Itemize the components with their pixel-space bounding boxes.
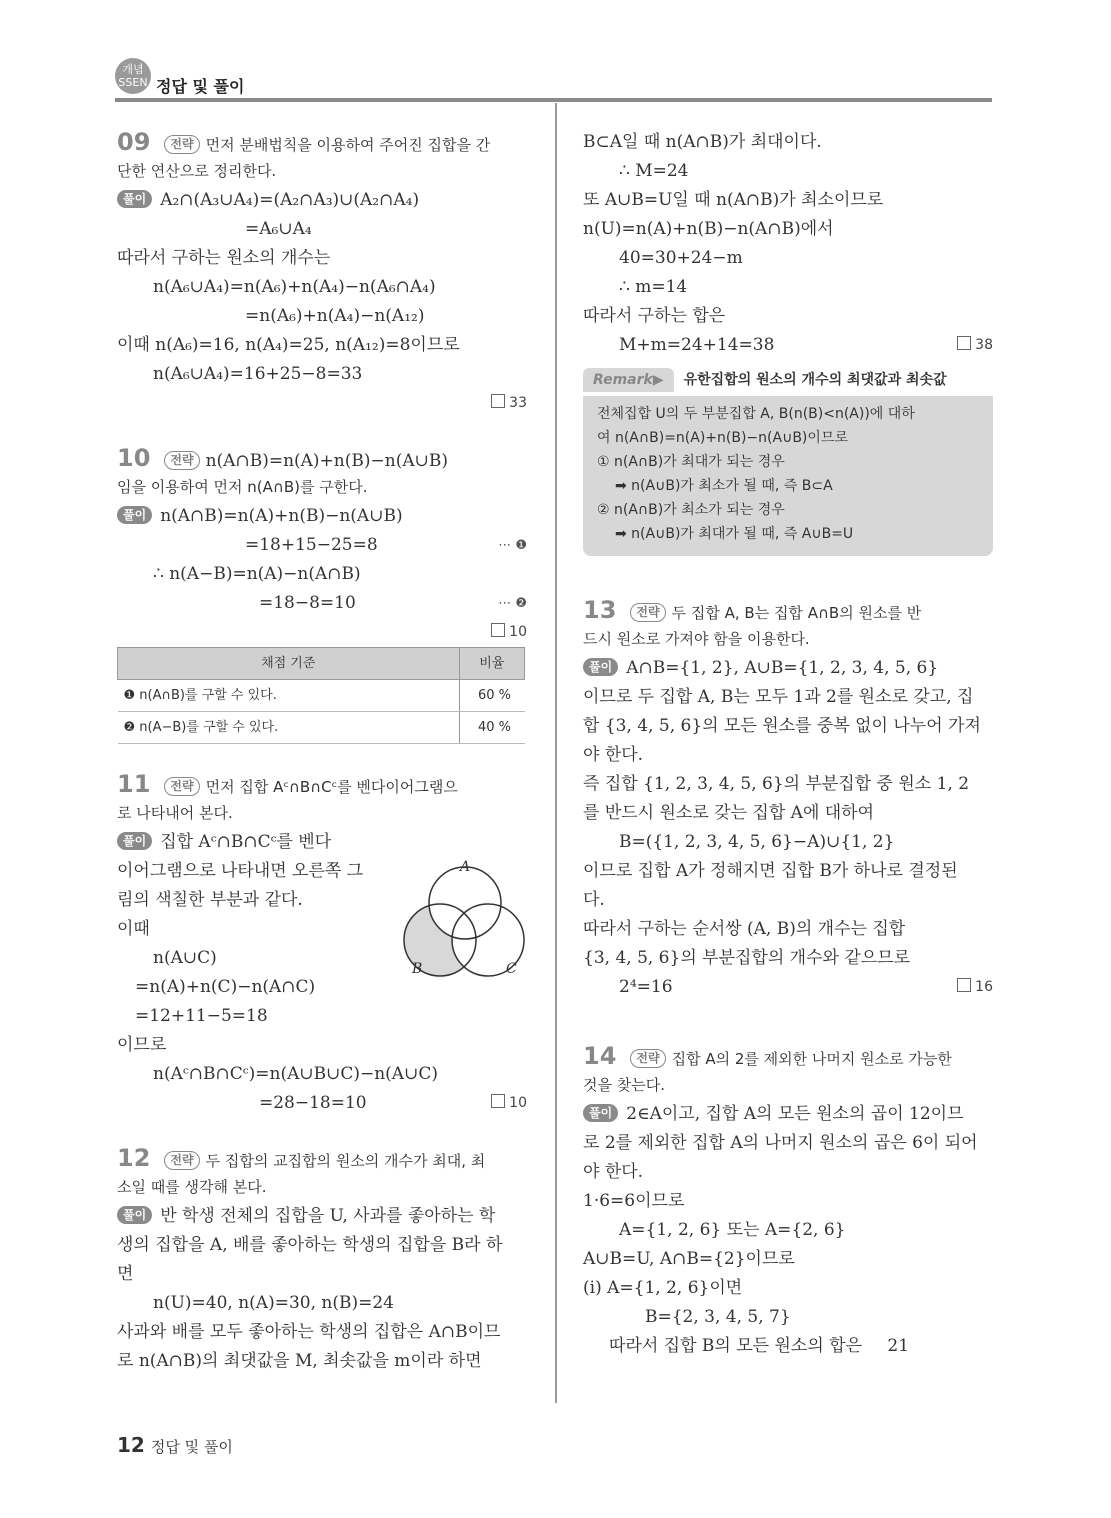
solution-line: A₂∩(A₃∪A₄)=(A₂∩A₃)∪(A₂∩A₄) xyxy=(160,190,420,210)
problem-10 xyxy=(117,444,527,744)
logo-line-2: SSEN xyxy=(118,76,148,89)
answer-value: 16 xyxy=(975,979,993,995)
solution-line: =n(A₆)+n(A₄)−n(A₁₂) xyxy=(245,306,425,326)
solution-line: 따라서 구하는 원소의 개수는 xyxy=(117,248,331,268)
problem-number: 11 xyxy=(117,770,151,798)
answer xyxy=(957,331,993,360)
solution-line: A={1, 2, 6} 또는 A={2, 6} xyxy=(619,1220,846,1240)
solution-line: ∴ M=24 xyxy=(619,161,689,181)
solution-line: 를 반드시 원소로 갖는 집합 A에 대하여 xyxy=(583,803,875,823)
strategy-text: 집합 A의 2를 제외한 나머지 원소로 가능한 xyxy=(671,1050,952,1068)
solution-line: ∴ m=14 xyxy=(619,277,688,297)
solution-line: =12+11−5=18 xyxy=(135,1006,268,1026)
strategy-text: 로 나타내어 본다. xyxy=(117,804,233,822)
problem-09 xyxy=(117,128,527,418)
solution-line: 림의 색칠한 부분과 같다. xyxy=(117,890,303,910)
solution-line: =18+15−25=8 xyxy=(245,535,378,555)
remark-line: ➡ n(A∪B)가 최대가 될 때, 즉 A∪B=U xyxy=(615,526,854,542)
strategy-text: n(A∩B)=n(A)+n(B)−n(A∪B) xyxy=(205,451,448,471)
solution-line: 면 xyxy=(117,1264,134,1284)
solution-line: 집합 Aᶜ∩B∩Cᶜ를 벤다 xyxy=(160,832,332,852)
table-cell: ❶ n(A∩B)를 구할 수 있다. xyxy=(118,680,460,712)
venn-diagram xyxy=(400,855,530,985)
solution-line: B={2, 3, 4, 5, 7} xyxy=(645,1307,791,1327)
remark-line: ➡ n(A∪B)가 최소가 될 때, 즉 B⊂A xyxy=(615,478,833,494)
strategy-text: 것을 찾는다. xyxy=(583,1076,665,1094)
header-rule xyxy=(115,98,992,102)
solution-line: 로 2를 제외한 집합 A의 나머지 원소의 곱은 6이 되어 xyxy=(583,1133,978,1153)
solution-line: 이므로 두 집합 A, B는 모두 1과 2를 원소로 갖고, 집 xyxy=(583,687,974,707)
solution-line: {3, 4, 5, 6}의 부분집합의 개수와 같으므로 xyxy=(583,948,911,968)
remark-line: ② n(A∩B)가 최소가 되는 경우 xyxy=(597,502,785,518)
problem-12 xyxy=(117,1144,527,1376)
venn-label-b: B xyxy=(412,961,423,977)
problem-13 xyxy=(583,596,993,1002)
problem-12-continued xyxy=(583,128,993,360)
solution-line: =n(A)+n(C)−n(A∩C) xyxy=(135,977,316,997)
answer-icon xyxy=(491,623,505,637)
page-header-title: 정답 및 풀이 xyxy=(156,77,245,96)
solution-line: 생의 집합을 A, 배를 좋아하는 학생의 집합을 B라 하 xyxy=(117,1235,503,1255)
solution-line: 야 한다. xyxy=(583,745,644,765)
problem-14 xyxy=(583,1042,993,1361)
brand-logo xyxy=(115,58,151,94)
solution-tag: 풀이 xyxy=(117,832,152,850)
remark-title: 유한집합의 원소의 개수의 최댓값과 최솟값 xyxy=(683,372,947,388)
venn-label-c: C xyxy=(506,961,517,977)
solution-line: 또 A∪B=U일 때 n(A∩B)가 최소이므로 xyxy=(583,190,884,210)
problem-number: 14 xyxy=(583,1042,617,1070)
step-marker: ⋯ ❶ xyxy=(498,538,527,553)
footer-label: 정답 및 풀이 xyxy=(150,1438,233,1456)
logo-line-1: 개념 xyxy=(122,63,144,76)
solution-line: A∩B={1, 2}, A∪B={1, 2, 3, 4, 5, 6} xyxy=(626,658,939,678)
strategy-text: 소일 때를 생각해 본다. xyxy=(117,1178,267,1196)
solution-line: 2∈A이고, 집합 A의 모든 원소의 곱이 12이므 xyxy=(626,1104,964,1124)
left-column xyxy=(117,128,527,1376)
page-footer xyxy=(117,1433,233,1457)
strategy-tag: 전략 xyxy=(164,135,199,154)
strategy-tag: 전략 xyxy=(630,1049,665,1068)
solution-line: B⊂A일 때 n(A∩B)가 최대이다. xyxy=(583,132,822,152)
solution-line: 이때 xyxy=(117,919,150,939)
table-cell: 40 % xyxy=(459,712,525,744)
answer xyxy=(491,618,527,647)
solution-line: 따라서 집합 B의 모든 원소의 합은 xyxy=(609,1336,862,1356)
solution-line: 즉 집합 {1, 2, 3, 4, 5, 6}의 부분집합 중 원소 1, 2 xyxy=(583,774,970,794)
strategy-text: 두 집합 A, B는 집합 A∩B의 원소를 반 xyxy=(671,604,922,622)
answer xyxy=(957,973,993,1002)
solution-tag: 풀이 xyxy=(117,1206,152,1224)
answer-value: 10 xyxy=(509,1095,527,1111)
answer-value: 38 xyxy=(975,337,993,353)
solution-line: n(A₆∪A₄)=16+25−8=33 xyxy=(153,364,363,384)
step-marker: ⋯ ❷ xyxy=(498,596,527,611)
problem-number: 09 xyxy=(117,128,151,156)
solution-line: n(Aᶜ∩B∩Cᶜ)=n(A∪B∪C)−n(A∪C) xyxy=(153,1064,438,1084)
solution-line: 반 학생 전체의 집합을 U, 사과를 좋아하는 학 xyxy=(160,1206,496,1226)
strategy-tag: 전략 xyxy=(164,1151,199,1170)
strategy-tag: 전략 xyxy=(164,451,199,470)
column-divider xyxy=(555,103,557,1403)
remark-line: ① n(A∩B)가 최대가 되는 경우 xyxy=(597,454,785,470)
remark-box xyxy=(583,366,993,556)
answer-icon xyxy=(491,1094,505,1108)
answer-icon xyxy=(491,394,505,408)
solution-line: 1·6=6이므로 xyxy=(583,1191,685,1211)
solution-line: 이어그램으로 나타내면 오른쪽 그 xyxy=(117,861,364,881)
answer-value: 10 xyxy=(509,624,527,640)
solution-line: 로 n(A∩B)의 최댓값을 M, 최솟값을 m이라 하면 xyxy=(117,1351,482,1371)
solution-line: n(U)=40, n(A)=30, n(B)=24 xyxy=(153,1293,394,1313)
solution-value: 21 xyxy=(887,1336,910,1356)
solution-tag: 풀이 xyxy=(583,1104,618,1122)
strategy-text: 임을 이용하여 먼저 n(A∩B)를 구한다. xyxy=(117,478,368,496)
table-header: 채점 기준 xyxy=(118,648,460,680)
solution-line: ∴ n(A−B)=n(A)−n(A∩B) xyxy=(153,564,361,584)
solution-line: 40=30+24−m xyxy=(619,248,743,268)
grading-table xyxy=(117,647,525,744)
solution-tag: 풀이 xyxy=(117,506,152,524)
strategy-text: 드시 원소로 가져야 함을 이용한다. xyxy=(583,630,810,648)
solution-tag: 풀이 xyxy=(117,190,152,208)
remark-line: 전체집합 U의 두 부분집합 A, B(n(B)<n(A))에 대하 xyxy=(597,406,915,422)
solution-line: A∪B=U, A∩B={2}이므로 xyxy=(583,1249,795,1269)
solution-line: 이때 n(A₆)=16, n(A₄)=25, n(A₁₂)=8이므로 xyxy=(117,335,460,355)
table-header: 비율 xyxy=(459,648,525,680)
strategy-text: 먼저 분배법칙을 이용하여 주어진 집합을 간 xyxy=(205,136,491,154)
solution-line: 사과와 배를 모두 좋아하는 학생의 집합은 A∩B이므 xyxy=(117,1322,501,1342)
answer-value: 33 xyxy=(509,395,527,411)
solution-line: n(A∩B)=n(A)+n(B)−n(A∪B) xyxy=(160,506,403,526)
table-row xyxy=(118,680,525,712)
solution-line: 야 한다. xyxy=(583,1162,644,1182)
page-number: 12 xyxy=(117,1433,145,1457)
remark-tag: Remark▶ xyxy=(583,368,674,392)
venn-label-a: A xyxy=(460,859,471,875)
solution-tag: 풀이 xyxy=(583,658,618,676)
solution-line: 이므로 집합 A가 정해지면 집합 B가 하나로 결정된 xyxy=(583,861,958,881)
right-column xyxy=(583,128,993,1361)
table-cell: ❷ n(A−B)를 구할 수 있다. xyxy=(118,712,460,744)
problem-number: 13 xyxy=(583,596,617,624)
answer-icon xyxy=(957,336,971,350)
solution-line: B=({1, 2, 3, 4, 5, 6}−A)∪{1, 2} xyxy=(619,832,895,852)
solution-line: 합 {3, 4, 5, 6}의 모든 원소를 중복 없이 나누어 가져 xyxy=(583,716,981,736)
problem-number: 12 xyxy=(117,1144,151,1172)
solution-line: =A₆∪A₄ xyxy=(245,219,312,239)
strategy-text: 먼저 집합 Aᶜ∩B∩Cᶜ를 벤다이어그램으 xyxy=(205,778,458,796)
answer xyxy=(491,389,527,418)
solution-line: 따라서 구하는 합은 xyxy=(583,306,726,326)
solution-line: 따라서 구하는 순서쌍 (A, B)의 개수는 집합 xyxy=(583,919,906,939)
solution-line: n(A₆∪A₄)=n(A₆)+n(A₄)−n(A₆∩A₄) xyxy=(153,277,436,297)
problem-number: 10 xyxy=(117,444,151,472)
strategy-tag: 전략 xyxy=(164,777,199,796)
solution-line: 2⁴=16 xyxy=(619,977,673,997)
strategy-text: 두 집합의 교집합의 원소의 개수가 최대, 최 xyxy=(205,1152,486,1170)
strategy-text: 단한 연산으로 정리한다. xyxy=(117,162,277,180)
solution-line: n(U)=n(A)+n(B)−n(A∩B)에서 xyxy=(583,219,834,239)
answer-icon xyxy=(957,978,971,992)
solution-line: =18−8=10 xyxy=(259,593,356,613)
answer xyxy=(491,1089,527,1118)
solution-line: 이므로 xyxy=(117,1035,167,1055)
strategy-tag: 전략 xyxy=(630,603,665,622)
solution-line: n(A∪C) xyxy=(153,948,217,968)
solution-line: 다. xyxy=(583,890,605,910)
solution-line: =28−18=10 xyxy=(259,1093,367,1113)
solution-line: (i) A={1, 2, 6}이면 xyxy=(583,1278,743,1298)
table-cell: 60 % xyxy=(459,680,525,712)
table-row xyxy=(118,712,525,744)
solution-line: M+m=24+14=38 xyxy=(619,335,775,355)
remark-header xyxy=(583,366,993,396)
remark-line: 여 n(A∩B)=n(A)+n(B)−n(A∪B)이므로 xyxy=(597,430,848,446)
